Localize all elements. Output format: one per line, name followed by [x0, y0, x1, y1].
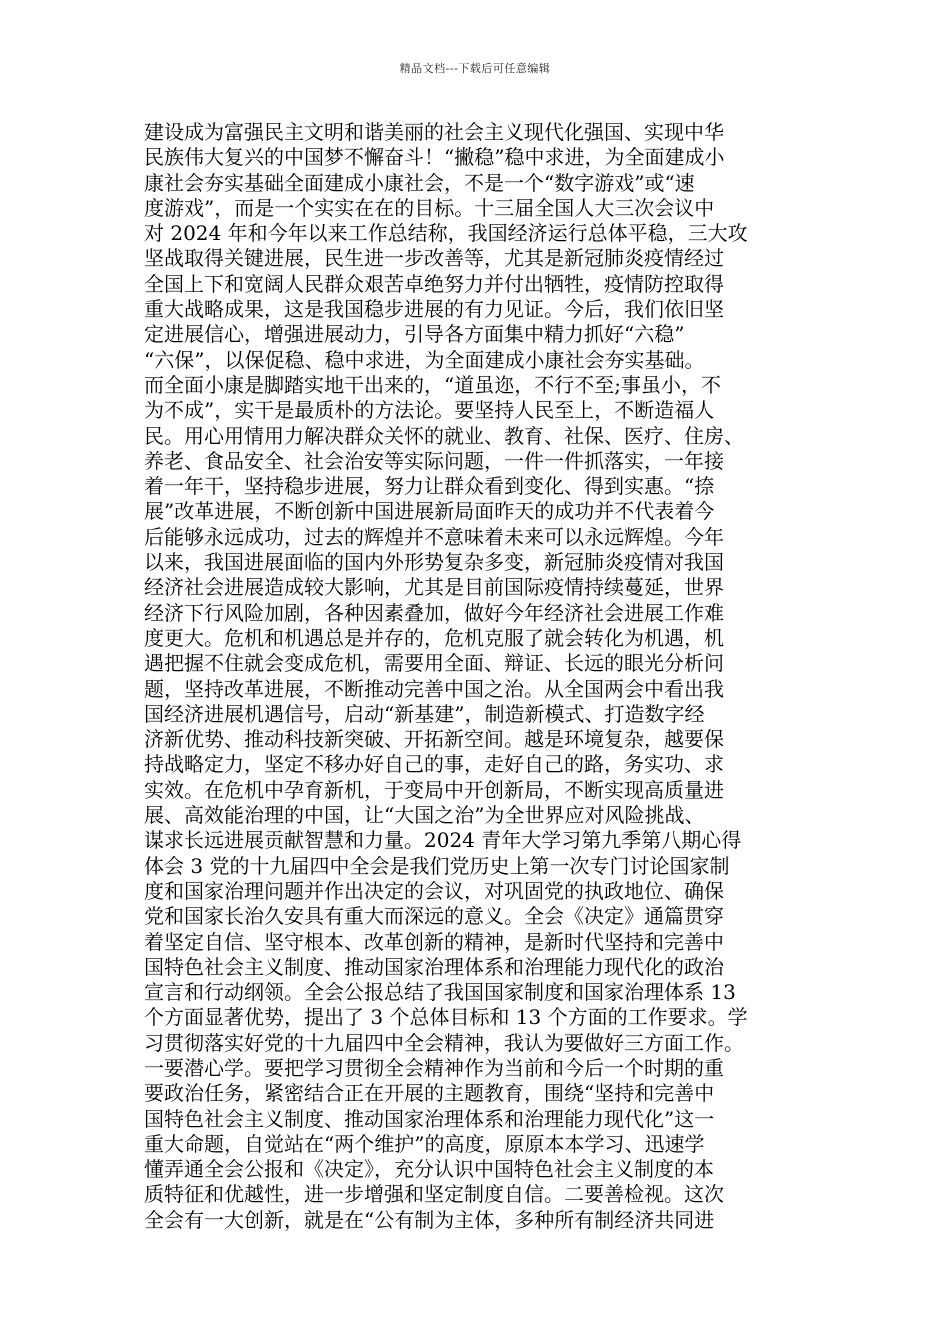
body-line: 个方面显著优势，提出了 3 个总体目标和 13 个方面的工作要求。学 — [144, 1005, 748, 1030]
body-line: 对 2024 年和今年以来工作总结称，我国经济运行总体平稳，三大攻 — [144, 221, 748, 246]
body-line: 实效。在危机中孕育新机，于变局中开创新局，不断实现高质量进 — [144, 777, 724, 802]
body-line: 持战略定力，坚定不移办好自己的事，走好自己的路，务实功、求 — [144, 752, 724, 777]
body-line: 后能够永远成功，过去的辉煌并不意味着未来可以永远辉煌。今年 — [144, 524, 724, 549]
body-line: 而全面小康是脚踏实地干出来的，“道虽迩，不行不至;事虽小，不 — [144, 372, 721, 397]
body-line: 建设成为富强民主文明和谐美丽的社会主义现代化强国、实现中华 — [144, 120, 724, 144]
body-line: 谋求长远进展贡献智慧和力量。2024 青年大学习第九季第八期心得 — [144, 828, 742, 853]
body-line: 题，坚持改革进展，不断推动完善中国之治。从全国两会中看出我 — [144, 676, 724, 701]
page-header: 精品文档---下载后可任意编辑 — [399, 62, 551, 75]
body-line: 质特征和优越性，进一步增强和坚定制度自信。二要善检视。这次 — [144, 1182, 724, 1207]
body-line: 要政治任务，紧密结合正在开展的主题教育，围绕“坚持和完善中 — [144, 1081, 715, 1106]
body-line: 民。用心用情用力解决群众关怀的就业、教育、社保、医疗、住房、 — [144, 423, 744, 448]
body-line: 经济社会进展造成较大影响，尤其是目前国际疫情持续蔓延，世界 — [144, 575, 724, 600]
body-line: 宣言和行动纲领。全会公报总结了我国国家制度和国家治理体系 13 — [144, 980, 736, 1005]
body-line: 重大战略成果，这是我国稳步进展的有力见证。今后，我们依旧坚 — [144, 297, 724, 322]
body-line: 党和国家长治久安具有重大而深远的意义。全会《决定》通篇贯穿 — [144, 904, 724, 929]
body-line: 重大命题，自觉站在“两个维护”的高度，原原本本学习、迅速学 — [144, 1131, 705, 1156]
body-line: 着一年干，坚持稳步进展，努力让群众看到变化、得到实惠。“捺 — [144, 474, 715, 499]
body-line: 度和国家治理问题并作出决定的会议，对巩固党的执政地位、确保 — [144, 878, 724, 903]
body-line: 坚战取得关键进展，民生进一步改善等，尤其是新冠肺炎疫情经过 — [144, 246, 724, 271]
body-line: 展、高效能治理的中国，让“大国之治”为全世界应对风险挑战、 — [144, 803, 705, 828]
body-line: 着坚定自信、坚守根本、改革创新的精神，是新时代坚持和完善中 — [144, 929, 724, 954]
body-line: 养老、食品安全、社会治安等实际问题，一件一件抓落实，一年接 — [144, 448, 724, 473]
body-line: “六保”，以保促稳、稳中求进，为全面建成小康社会夯实基础。 — [144, 347, 705, 372]
body-line: 全国上下和宽阔人民群众艰苦卓绝努力并付出牺牲，疫情防控取得 — [144, 271, 724, 296]
body-line: 一要潜心学。要把学习贯彻全会精神作为当前和今后一个时期的重 — [144, 1055, 724, 1080]
body-line: 习贯彻落实好党的十九届四中全会精神，我认为要做好三方面工作。 — [144, 1030, 744, 1055]
body-line: 以来，我国进展面临的国内外形势复杂多变，新冠肺炎疫情对我国 — [144, 550, 724, 575]
body-line: 展”改革进展，不断创新中国进展新局面昨天的成功并不代表着今 — [144, 499, 715, 524]
body-line: 体会 3 党的十九届四中全会是我们党历史上第一次专门讨论国家制 — [144, 853, 730, 878]
body-text — [144, 120, 834, 1233]
body-line: 懂弄通全会公报和《决定》，充分认识中国特色社会主义制度的本 — [144, 1157, 714, 1182]
body-line: 经济下行风险加剧，各种因素叠加，做好今年经济社会进展工作难 — [144, 600, 724, 625]
body-line: 为不成”，实干是最质朴的方法论。要坚持人民至上，不断造福人 — [144, 398, 715, 423]
body-line: 度游戏”，而是一个实实在在的目标。十三届全国人大三次会议中 — [144, 195, 715, 220]
body-line: 度更大。危机和机遇总是并存的，危机克服了就会转化为机遇，机 — [144, 625, 724, 650]
body-line: 民族伟大复兴的中国梦不懈奋斗！“撇稳”稳中求进，为全面建成小 — [144, 145, 725, 170]
body-line: 国特色社会主义制度、推动国家治理体系和治理能力现代化”这一 — [144, 1106, 715, 1131]
body-line: 国特色社会主义制度、推动国家治理体系和治理能力现代化的政治 — [144, 954, 724, 979]
body-line: 济新优势、推动科技新突破、开拓新空间。越是环境复杂，越要保 — [144, 727, 724, 752]
body-line: 遇把握不住就会变成危机，需要用全面、辩证、长远的眼光分析问 — [144, 651, 724, 676]
body-line: 全会有一大创新，就是在“公有制为主体，多种所有制经济共同进 — [144, 1207, 715, 1232]
body-line: 定进展信心，增强进展动力，引导各方面集中精力抓好“六稳” — [144, 322, 685, 347]
body-line: 康社会夯实基础全面建成小康社会，不是一个“数字游戏”或“速 — [144, 170, 695, 195]
body-line: 国经济进展机遇信号，启动“新基建”，制造新模式、打造数字经 — [144, 701, 705, 726]
